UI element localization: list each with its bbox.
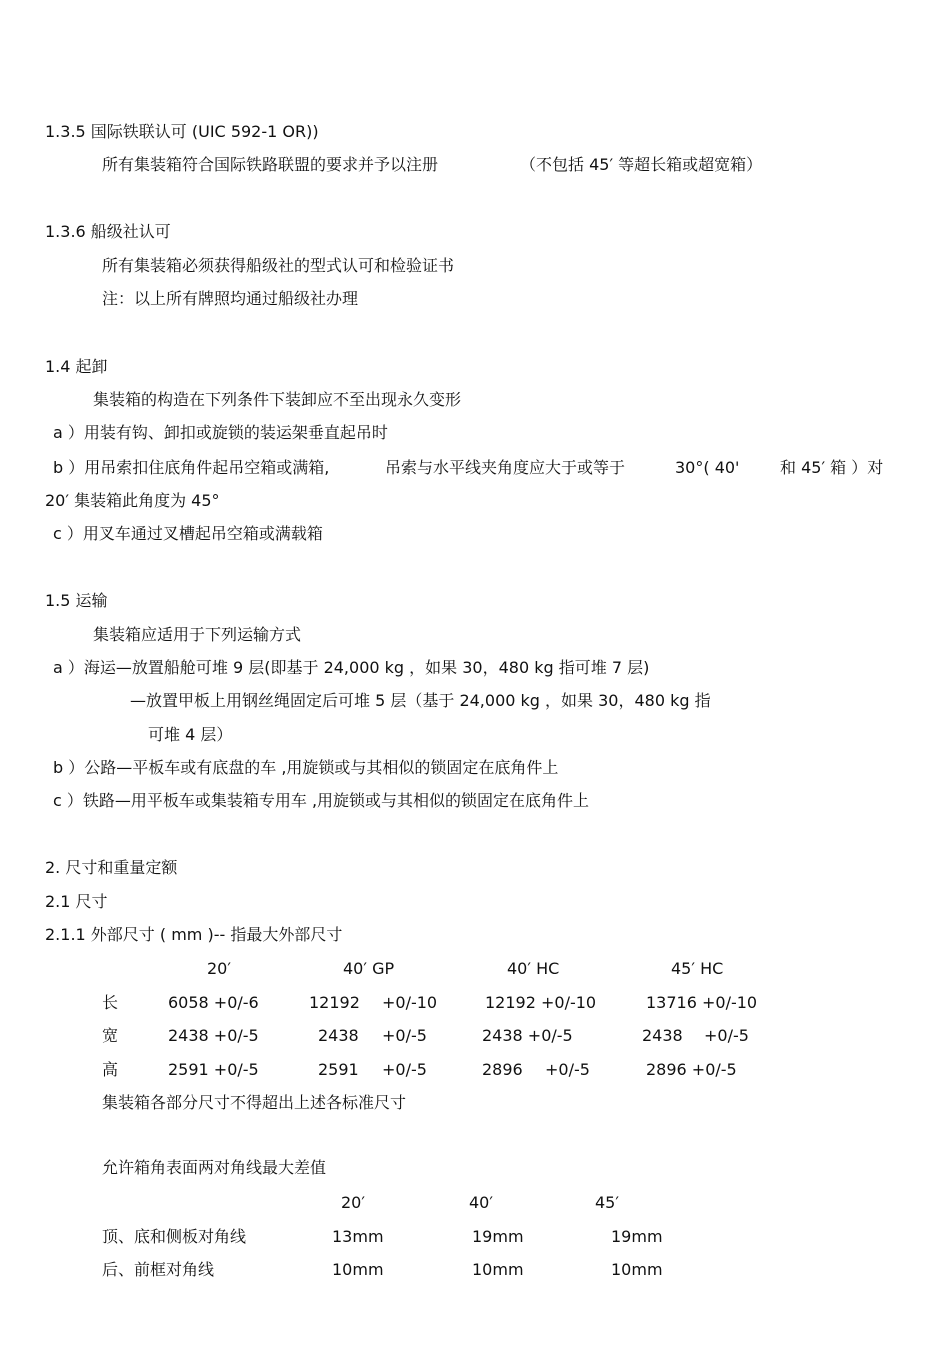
dims-cell: 6058 +0/-6 xyxy=(168,993,259,1012)
dims-cell: +0/-5 xyxy=(704,1026,749,1045)
diagonal-table-title: 允许箱角表面两对角线最大差值 xyxy=(102,1158,327,1177)
diag-row-label: 顶、底和侧板对角线 xyxy=(102,1227,247,1246)
diag-cell: 10mm xyxy=(611,1260,663,1279)
dims-cell: 2896 +0/-5 xyxy=(646,1060,737,1079)
section-2-1-1-heading: 2.1.1 外部尺寸 ( mm )-- 指最大外部尺寸 xyxy=(45,925,343,944)
section-1-3-5-note: （不包括 45′ 等超长箱或超宽箱） xyxy=(520,155,763,174)
dims-cell: 2438 +0/-5 xyxy=(168,1026,259,1045)
diag-header: 40′ xyxy=(469,1193,493,1212)
dims-cell: 2438 +0/-5 xyxy=(482,1026,573,1045)
dims-cell: 2896 xyxy=(482,1060,523,1079)
section-1-4-intro: 集装箱的构造在下列条件下装卸应不至出现永久变形 xyxy=(93,390,462,409)
section-1-3-6-line2: 注：以上所有牌照均通过船级社办理 xyxy=(102,289,359,308)
section-1-4-item-c: c ）用叉车通过叉槽起吊空箱或满载箱 xyxy=(53,524,323,543)
dims-cell: +0/-5 xyxy=(382,1060,427,1079)
dims-row-label: 高 xyxy=(102,1060,119,1079)
section-1-3-6-heading: 1.3.6 船级社认可 xyxy=(45,222,171,241)
dims-cell: 2591 +0/-5 xyxy=(168,1060,259,1079)
dims-cell: 2591 xyxy=(318,1060,359,1079)
dims-header: 40′ HC xyxy=(507,959,560,978)
section-1-5-item-b: b ）公路—平板车或有底盘的车 ,用旋锁或与其相似的锁固定在底角件上 xyxy=(53,758,559,777)
dims-cell: +0/-5 xyxy=(545,1060,590,1079)
section-1-5-item-c: c ）铁路—用平板车或集装箱专用车 ,用旋锁或与其相似的锁固定在底角件上 xyxy=(53,791,590,810)
dims-cell: 2438 xyxy=(642,1026,683,1045)
diag-header: 45′ xyxy=(595,1193,619,1212)
section-1-4-item-b-part3: 30°( 40' xyxy=(675,458,740,477)
section-1-4-item-b-part5: 20′ 集装箱此角度为 45° xyxy=(45,491,220,510)
dims-cell: +0/-5 xyxy=(382,1026,427,1045)
section-1-3-6-line1: 所有集装箱必须获得船级社的型式认可和检验证书 xyxy=(102,256,455,275)
section-1-4-item-b-part2: 吊索与水平线夹角度应大于或等于 xyxy=(385,458,626,477)
section-1-5-heading: 1.5 运输 xyxy=(45,591,108,610)
diag-cell: 19mm xyxy=(611,1227,663,1246)
section-1-4-item-a: a ）用装有钩、卸扣或旋锁的装运架垂直起吊时 xyxy=(53,423,388,442)
dims-header: 40′ GP xyxy=(343,959,395,978)
section-1-5-intro: 集装箱应适用于下列运输方式 xyxy=(93,625,302,644)
dims-header: 20′ xyxy=(207,959,231,978)
dims-cell: 12192 +0/-10 xyxy=(485,993,597,1012)
section-1-3-5-body: 所有集装箱符合国际铁路联盟的要求并予以注册 xyxy=(102,155,439,174)
dims-cell: 13716 +0/-10 xyxy=(646,993,758,1012)
diag-cell: 10mm xyxy=(332,1260,384,1279)
dims-cell: 2438 xyxy=(318,1026,359,1045)
section-1-5-item-a: a ）海运—放置船舱可堆 9 层(即基于 24,000 kg ，如果 30，480 kg 指可堆 7 层) xyxy=(53,658,650,677)
section-1-3-5-heading: 1.3.5 国际铁联认可 (UIC 592-1 OR)) xyxy=(45,122,319,141)
dims-row-label: 宽 xyxy=(102,1026,119,1045)
section-1-4-item-b-part4: 和 45′ 箱 ）对 xyxy=(780,458,884,477)
diag-cell: 13mm xyxy=(332,1227,384,1246)
dims-note: 集装箱各部分尺寸不得超出上述各标准尺寸 xyxy=(102,1093,407,1112)
section-2-heading: 2. 尺寸和重量定额 xyxy=(45,858,178,877)
diag-row-label: 后、前框对角线 xyxy=(102,1260,215,1279)
diag-cell: 10mm xyxy=(472,1260,524,1279)
dims-header: 45′ HC xyxy=(671,959,724,978)
dims-cell: 12192 xyxy=(309,993,360,1012)
dims-cell: +0/-10 xyxy=(382,993,438,1012)
diag-header: 20′ xyxy=(341,1193,365,1212)
section-2-1-heading: 2.1 尺寸 xyxy=(45,892,108,911)
section-1-5-item-a-deck: —放置甲板上用钢丝绳固定后可堆 5 层（基于 24,000 kg ，如果 30，480 kg 指 xyxy=(130,691,711,710)
section-1-5-item-a-deck-cont: 可堆 4 层） xyxy=(148,725,233,744)
dims-row-label: 长 xyxy=(102,993,119,1012)
diag-cell: 19mm xyxy=(472,1227,524,1246)
section-1-4-item-b-part1: b ）用吊索扣住底角件起吊空箱或满箱, xyxy=(53,458,330,477)
section-1-4-heading: 1.4 起卸 xyxy=(45,357,108,376)
